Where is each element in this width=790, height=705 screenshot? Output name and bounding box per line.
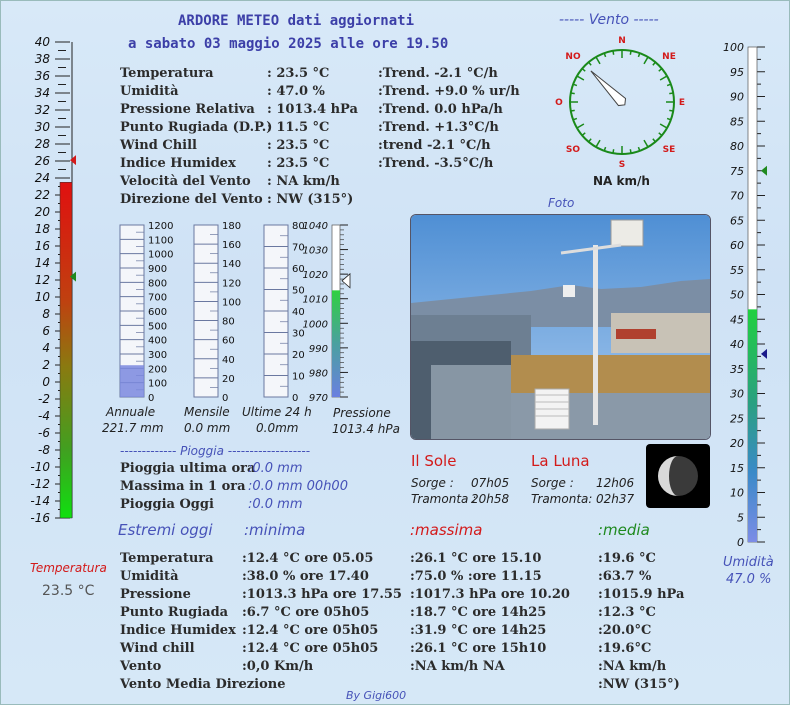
current-label: Direzione del Vento [120, 192, 263, 207]
moon-phase-icon [646, 444, 710, 508]
compass-tick [669, 93, 673, 94]
rain-gauge-tick-label: 40 [292, 307, 305, 318]
hum-min-marker [761, 349, 767, 359]
temperature-thermometer [0, 30, 82, 530]
wind-needle [587, 67, 628, 108]
compass-tick [659, 69, 662, 72]
compass-tick [630, 149, 631, 153]
temp-bar [60, 182, 72, 518]
rain-gauge-tick-label: 300 [148, 350, 168, 361]
temp-tick-label: 0 [42, 375, 50, 389]
dir-no: NO [565, 52, 581, 62]
extremes-row-max: :18.7 °C ore 14h25 [410, 605, 547, 620]
rain-gauge-tick-label: 10 [292, 371, 305, 383]
compass-tick [669, 110, 673, 111]
hum-tick-label: 50 [730, 288, 744, 302]
rain-gauge-value: 0.0mm [256, 421, 299, 435]
extremes-row-avg: :1015.9 hPa [598, 587, 685, 602]
extremes-row-label: Vento Media Direzione [120, 677, 286, 692]
hum-tick-label: 10 [730, 486, 744, 500]
compass-tick [571, 93, 575, 94]
moonrise-label: Sorge : [531, 476, 574, 490]
rain-gauge-tick-label: 120 [222, 278, 242, 290]
sunset-label: Tramonta : [411, 492, 477, 506]
rain-gauge-tick-label: 200 [148, 364, 168, 376]
extremes-row-max: :NA km/h NA [410, 659, 505, 674]
temp-tick-label: -8 [38, 443, 50, 457]
rain-gauge-tick-label: 800 [148, 278, 168, 290]
wind-title: ----- Vento ----- [559, 12, 659, 28]
extremes-row-avg: :20.0°C [598, 623, 652, 638]
hum-tick-label: 85 [730, 115, 744, 129]
compass-tick [644, 57, 648, 64]
rain-title: ------------- Pioggia ------------------- [120, 444, 311, 458]
current-value: : 23.5 °C [267, 66, 330, 81]
current-trend: :Trend. +1.3°C/h [378, 120, 499, 135]
rain-gauge-tick-label: 20 [292, 350, 305, 361]
current-trend: :trend -2.1 °C/h [378, 138, 491, 153]
pressure-tick-label: 1040 [302, 221, 328, 232]
pressure-caption: Pressione [333, 406, 391, 420]
rain-gauge-tick-label: 100 [148, 378, 168, 390]
temp-tick-label: 14 [34, 256, 50, 270]
temp-max-marker [70, 155, 76, 165]
dir-se: SE [662, 145, 676, 155]
rain-gauge-tick-label: 0 [148, 393, 155, 404]
hum-tick-label: 40 [730, 338, 744, 351]
temp-tick-label: -2 [38, 392, 50, 406]
rain-gauge-tick-label: 900 [148, 264, 168, 275]
hum-tick-label: 25 [730, 412, 744, 426]
pressure-tick-label: 1020 [302, 270, 328, 282]
compass-tick [589, 62, 592, 65]
hum-tick-label: 35 [730, 362, 744, 376]
extremes-row-avg: :12.3 °C [598, 605, 656, 620]
temp-tick-label: 16 [34, 239, 50, 253]
rain-gauge-tick-label: 400 [148, 335, 168, 347]
current-label: Velocità del Vento [120, 174, 251, 189]
hum-tick-label: 90 [730, 90, 744, 104]
compass-tick [589, 139, 592, 142]
compass-tick [653, 139, 656, 142]
current-trend: :Trend. -3.5°C/h [378, 156, 494, 171]
extremes-row-min: :12.4 °C ore 05h05 [242, 641, 379, 656]
temp-tick-label: -14 [30, 494, 50, 508]
extremes-row-label: Indice Humidex [120, 623, 236, 638]
extremes-row-label: Wind chill [120, 641, 195, 656]
extremes-min-title: :minima [244, 521, 306, 539]
rain-gauge-tick-label: 40 [222, 354, 235, 366]
current-trend: :Trend. +9.0 % ur/h [378, 84, 520, 99]
dir-so: SO [565, 145, 581, 155]
rain-gauge-value: 221.7 mm [102, 421, 164, 435]
pressure-level [332, 290, 340, 397]
hum-tick-label: 60 [730, 239, 744, 252]
rain-gauge-caption: Annuale [106, 405, 156, 419]
temp-tick-label: -6 [38, 426, 50, 440]
pressure-tick-label: 980 [308, 368, 328, 380]
hum-tick-label: 30 [730, 387, 744, 401]
current-value: : NA km/h [267, 174, 340, 189]
temp-tick-label: -10 [30, 460, 50, 474]
compass-tick [596, 57, 600, 64]
sun-title: Il Sole [411, 452, 457, 470]
temp-tick-label: 32 [34, 103, 50, 117]
extremes-row-min: :12.4 °C ore 05.05 [242, 551, 374, 566]
extremes-row-avg: :63.7 % [598, 569, 652, 584]
pressure-tick-label: 1010 [302, 294, 328, 306]
hum-tick-label: 15 [730, 461, 744, 475]
hum-tick-label: 80 [730, 140, 744, 153]
hum-tick-label: 95 [730, 65, 744, 79]
rain-gauge-tick-label: 80 [222, 316, 235, 328]
compass-tick [582, 69, 585, 72]
compass-tick [660, 76, 667, 80]
compass-tick [659, 133, 662, 136]
hum-tick-label: 5 [737, 511, 744, 525]
rain-gauge-tick-label: 30 [292, 328, 305, 340]
compass-tick [653, 62, 656, 65]
rain-gauge-tick-label: 60 [222, 335, 235, 347]
current-label: Pressione Relativa [120, 102, 255, 117]
humidity-value: 47.0 % [726, 572, 772, 587]
compass-tick [613, 149, 614, 153]
compass-tick [660, 124, 667, 128]
hum-tick-label: 0 [737, 536, 744, 549]
compass-tick [644, 140, 648, 147]
rain-gauge-tick-label: 0 [292, 393, 299, 404]
compass-tick [613, 51, 614, 55]
extremes-row-label: Pressione [120, 587, 191, 602]
rain-gauge-tick-label: 1100 [148, 235, 174, 247]
humidity-caption: Umidità [723, 555, 774, 570]
hum-tick-label: 100 [723, 41, 744, 54]
hum-level [748, 309, 757, 542]
compass-tick [577, 124, 584, 128]
rain-gauge-tick-label: 160 [222, 240, 242, 252]
rain-gauge-tick-label: 80 [292, 221, 305, 232]
compass-tick [582, 133, 585, 136]
sunrise-time: 07h05 [471, 476, 510, 490]
dir-e: E [678, 98, 686, 108]
temp-tick-label: 36 [34, 69, 50, 83]
rain-gauge-tick-label: 60 [292, 264, 305, 275]
temp-tick-label: 26 [34, 154, 50, 168]
rain-gauge-tick-label: 50 [292, 285, 305, 297]
extremes-row-avg: :19.6°C [598, 641, 652, 656]
temp-tick-label: 6 [42, 324, 50, 338]
temperature-value: 23.5 °C [42, 583, 95, 599]
rain-gauge-tick-label: 600 [148, 307, 168, 318]
hum-tick-label: 75 [730, 164, 744, 178]
temp-tick-label: 24 [34, 171, 50, 185]
moon-title: La Luna [531, 452, 590, 470]
extremes-row-avg: :NW (315°) [598, 677, 680, 692]
rain-gauge-tick-label: 500 [148, 321, 168, 333]
extremes-row-min: :0,0 Km/h [242, 659, 314, 674]
pressure-tick-label: 970 [308, 393, 328, 404]
rain-row-value: :0.0 mm 00h00 [248, 479, 348, 494]
temp-tick-label: 20 [34, 205, 50, 219]
dir-n: N [618, 36, 626, 46]
pressure-tick-label: 1030 [302, 245, 328, 257]
rain-gauge-tick-label: 1000 [148, 249, 174, 261]
extremes-row-avg: :NA km/h [598, 659, 667, 674]
extremes-row-max: :26.1 °C ore 15h10 [410, 641, 547, 656]
station-photo-image [411, 215, 710, 439]
sunrise-label: Sorge : [411, 476, 454, 490]
rain-row-value: :0.0 mm [248, 461, 303, 476]
rain-gauge-caption: Mensile [184, 405, 230, 419]
temp-tick-label: 34 [34, 86, 50, 100]
compass-tick [630, 51, 631, 55]
rain-row-label: Pioggia ultima ora [120, 461, 256, 476]
extremes-row-label: Umidità [120, 569, 179, 584]
extremes-avg-title: :media [598, 521, 650, 539]
temp-tick-label: 38 [34, 52, 50, 66]
pressure-tick-label: 1000 [302, 319, 328, 331]
temp-tick-label: 30 [34, 120, 50, 134]
current-value: : 47.0 % [267, 84, 325, 99]
extremes-row-max: :26.1 °C ore 15.10 [410, 551, 542, 566]
hum-tick-label: 55 [730, 263, 744, 277]
rain-gauge-tick-label: 1200 [148, 221, 174, 232]
rain-gauge-tick-label: 140 [222, 259, 242, 271]
current-value: : 23.5 °C [267, 138, 330, 153]
rain-gauge-caption: Ultime 24 h [242, 405, 312, 419]
hum-tick-label: 65 [730, 214, 744, 228]
temperature-caption: Temperatura [30, 561, 107, 575]
extremes-max-title: :massima [410, 521, 483, 539]
rain-gauge-fill [120, 365, 144, 397]
temp-tick-label: 22 [34, 188, 50, 202]
temp-tick-label: 8 [42, 307, 50, 321]
temp-tick-label: 28 [34, 137, 50, 151]
sunset-time: 20h58 [471, 492, 510, 506]
extremes-row-label: Punto Rugiada [120, 605, 229, 620]
temp-tick-label: 12 [34, 273, 50, 287]
wind-speed: NA km/h [593, 174, 650, 188]
current-trend: :Trend. 0.0 hPa/h [378, 102, 503, 117]
current-trend: :Trend. -2.1 °C/h [378, 66, 498, 81]
compass-tick [577, 76, 584, 80]
extremes-row-min: :38.0 % ore 17.40 [242, 569, 369, 584]
rain-gauges [100, 215, 410, 405]
current-label: Temperatura [120, 66, 214, 81]
credit: By Gigi600 [346, 689, 407, 702]
wind-compass [555, 35, 689, 169]
extremes-row-max: :75.0 % :ore 11.15 [410, 569, 542, 584]
temp-tick-label: 4 [42, 341, 50, 355]
rain-gauge-value: 0.0 mm [184, 421, 231, 435]
current-value: : 1013.4 hPa [267, 102, 358, 117]
humidity-gauge [712, 35, 790, 550]
moonset-label: Tramonta: [531, 492, 593, 506]
current-label: Wind Chill [120, 138, 197, 153]
temp-tick-label: -4 [38, 409, 50, 423]
temp-tick-label: 10 [34, 290, 50, 304]
rain-gauge-tick-label: 700 [148, 292, 168, 304]
pressure-tick-label: 990 [308, 343, 328, 355]
temp-tick-label: 40 [34, 35, 50, 49]
extremes-row-min: :6.7 °C ore 05h05 [242, 605, 370, 620]
extremes-row-max: :1017.3 hPa ore 10.20 [410, 587, 570, 602]
hum-tick-label: 45 [730, 313, 744, 327]
extremes-row-min: :12.4 °C ore 05h05 [242, 623, 379, 638]
temp-tick-label: -16 [30, 511, 50, 525]
update-time: a sabato 03 maggio 2025 alle ore 19.50 [128, 36, 449, 52]
pressure-value: 1013.4 hPa [332, 422, 400, 436]
dir-o: O [555, 98, 563, 108]
extremes-row-min: :1013.3 hPa ore 17.55 [242, 587, 402, 602]
current-value: : 23.5 °C [267, 156, 330, 171]
extremes-row-max: :31.9 °C ore 14h25 [410, 623, 547, 638]
station-title: ARDORE METEO dati aggiornati [178, 13, 415, 29]
extremes-row-avg: :19.6 °C [598, 551, 656, 566]
compass-tick [596, 140, 600, 147]
hum-max-marker [761, 166, 767, 176]
pressure-max-marker [342, 274, 350, 288]
temp-tick-label: 2 [42, 358, 50, 372]
current-label: Indice Humidex [120, 156, 236, 171]
moonrise-time: 12h06 [596, 476, 635, 490]
rain-gauge-tick-label: 0 [222, 393, 229, 404]
extremes-title: Estremi oggi [118, 521, 213, 539]
rain-row-label: Massima in 1 ora [120, 479, 246, 494]
current-label: Umidità [120, 84, 179, 99]
rain-gauge-tick-label: 20 [222, 373, 235, 385]
rain-gauge-tick-label: 100 [222, 297, 242, 309]
hum-tick-label: 70 [730, 189, 744, 203]
station-photo[interactable] [410, 214, 711, 440]
dir-s: S [618, 160, 626, 169]
current-label: Punto Rugiada (D.P.) [120, 120, 273, 135]
moonset-time: 02h37 [596, 492, 635, 506]
current-value: : 11.5 °C [267, 120, 330, 135]
rain-row-value: :0.0 mm [248, 497, 303, 512]
extremes-row-label: Temperatura [120, 551, 214, 566]
temp-tick-label: -12 [30, 477, 50, 491]
temp-tick-label: 18 [34, 222, 50, 236]
hum-tick-label: 20 [730, 437, 744, 450]
rain-gauge-tick-label: 180 [222, 221, 242, 232]
rain-gauge-tick-label: 70 [292, 242, 305, 254]
current-value: : NW (315°) [267, 192, 354, 207]
dir-ne: NE [662, 52, 676, 62]
rain-row-label: Pioggia Oggi [120, 497, 214, 512]
compass-tick [571, 110, 575, 111]
extremes-row-label: Vento [120, 659, 162, 674]
photo-label: Foto [548, 196, 575, 210]
